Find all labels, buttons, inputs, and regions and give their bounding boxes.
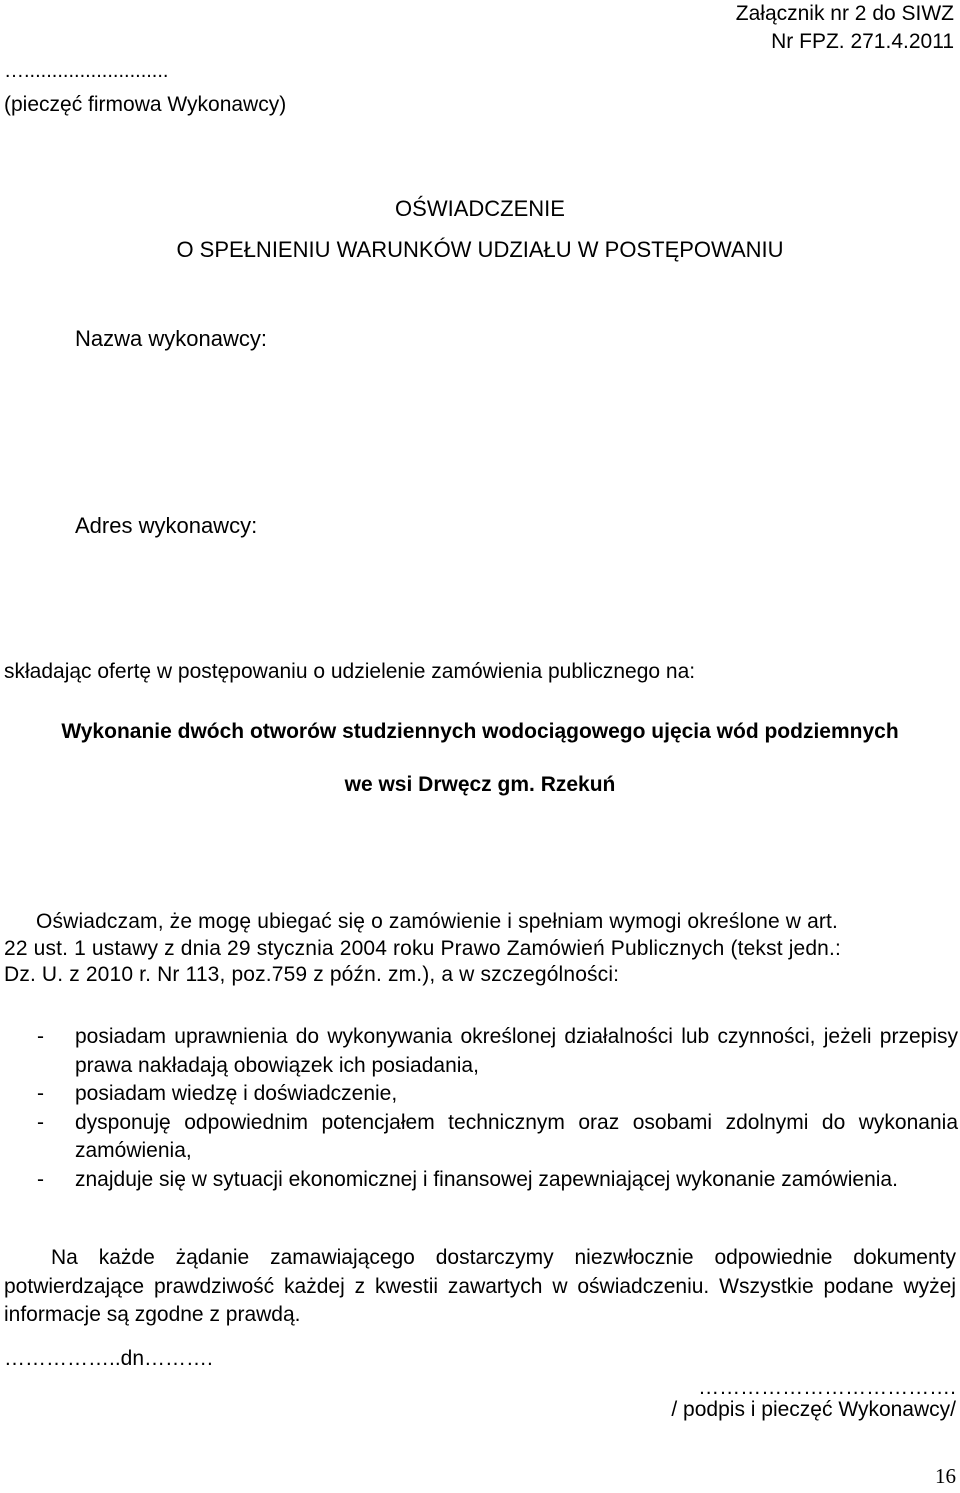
declaration-line: Oświadczam, że mogę ubiegać się o zamówienie i spełniam wymogi określone w art. [36, 910, 839, 933]
date-line: ……………..dn………. [4, 1347, 213, 1370]
closing-paragraph: Na każde żądanie zamawiającego dostarczymy niezwłocznie odpowiednie dokumenty potwierdzające prawdziwość każdej z kwestii zawartych w oświadczeniu. Wszystkie podane wyżej informacje są zgodne z prawdą. [4, 1246, 956, 1327]
declaration-line: Dz. U. z 2010 r. Nr 113, poz.759 z późn. zm.), a w szczególności: [4, 963, 620, 986]
annex-title: Załącznik nr 2 do SIWZ [735, 2, 954, 25]
list-dash: - [37, 1167, 44, 1191]
list-item [4, 1109, 958, 1166]
annex-reference [736, 0, 954, 56]
list-item [4, 1023, 958, 1080]
procurement-subject-line1: Wykonanie dwóch otworów studziennych wodociągowego ujęcia wód podziemnych [61, 720, 899, 743]
stamp-dotted-line: ….......................... [4, 60, 169, 82]
list-item-text: dysponuję odpowiednim potencjałem technicznym oraz osobami zdolnymi do wykonania zamówienia, [75, 1110, 958, 1163]
list-item-text: posiadam wiedzę i doświadczenie, [75, 1082, 398, 1106]
list-item [4, 1166, 958, 1195]
list-item-text: znajduje się w sytuacji ekonomicznej i finansowej zapewniającej wykonanie zamówienia. [75, 1167, 898, 1191]
declaration-paragraph [4, 909, 954, 989]
declaration-line: 22 ust. 1 ustawy z dnia 29 stycznia 2004 roku Prawo Zamówień Publicznych (tekst jedn.: [4, 936, 841, 960]
procurement-subject-line2: we wsi Drwęcz gm. Rzekuń [344, 773, 616, 796]
list-item [4, 1080, 958, 1109]
stamp-label: (pieczęć firmowa Wykonawcy) [4, 93, 287, 116]
signature-dotted-line: ………………………………. [698, 1376, 956, 1399]
signature-label: / podpis i pieczęć Wykonawcy/ [671, 1398, 956, 1421]
list-dash: - [37, 1110, 44, 1134]
page-number: 16 [935, 1464, 956, 1488]
list-dash: - [37, 1025, 44, 1048]
document-title: OŚWIADCZENIE [395, 196, 565, 221]
requirements-list [4, 1023, 958, 1195]
reference-number: Nr FPZ. 271.4.2011 [771, 30, 954, 53]
list-item-text: posiadam uprawnienia do wykonywania określonej działalności lub czynności, jeżeli przepisy prawa nakładają obowiązek ich posiadania, [75, 1025, 958, 1077]
offer-intro: składając ofertę w postępowaniu o udzielenie zamówienia publicznego na: [4, 660, 696, 683]
contractor-name-label: Nazwa wykonawcy: [75, 326, 267, 351]
document-subtitle: O SPEŁNIENIU WARUNKÓW UDZIAŁU W POSTĘPOWANIU [176, 237, 784, 262]
contractor-address-label: Adres wykonawcy: [75, 513, 258, 538]
list-dash: - [37, 1082, 44, 1106]
